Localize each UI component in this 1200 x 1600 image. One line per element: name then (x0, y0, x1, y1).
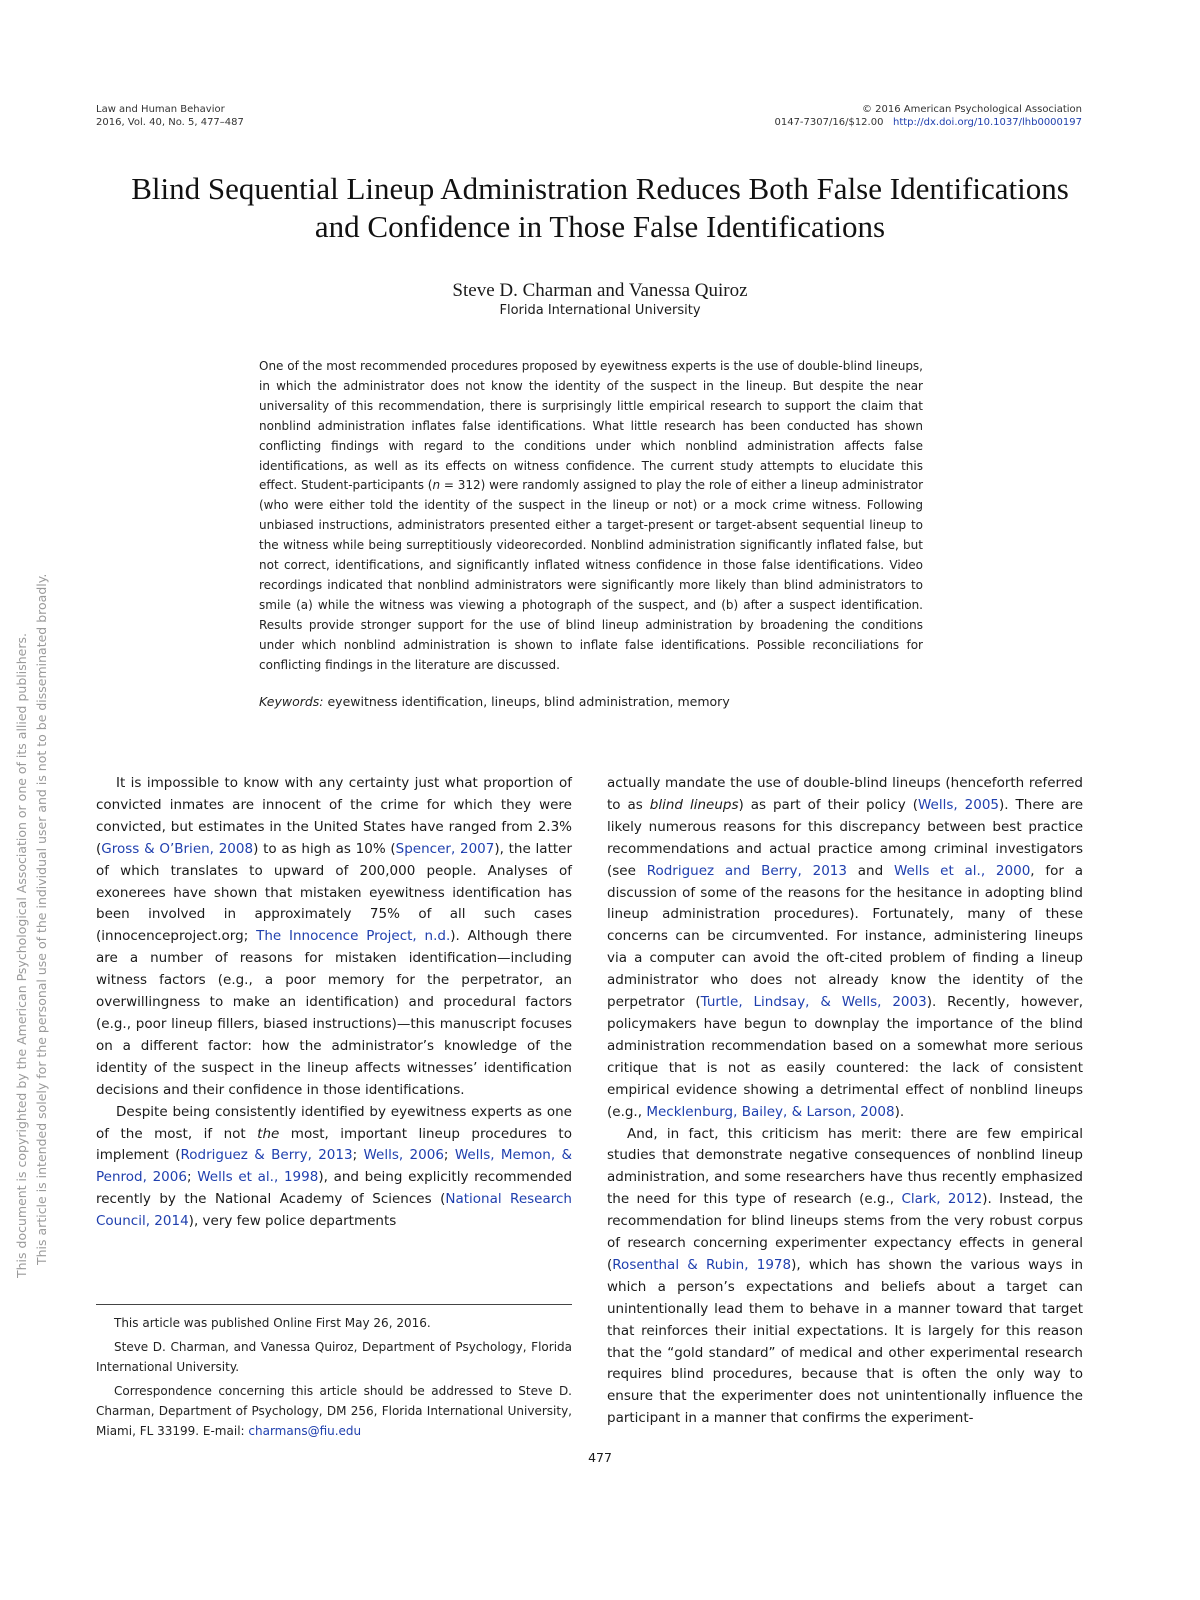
authors: Steve D. Charman and Vanessa Quiroz (452, 280, 748, 301)
footnotes (96, 1313, 572, 1445)
abstract-text-1: One of the most recommended procedures proposed by eyewitness experts is the use of double-blind lineups, in which the administrator does not know the identity of the suspect in the lineup. But despite the near universality of this recommendation, there is surprisingly little empirical research to support the claim that nonblind administration inflates false identifications. What little research has been conducted has shown conflicting findings with regard to the conditions under which nonblind administration affects false identifications, as well as its effects on witness confidence. The current study attempts to elucidate this effect. Student-participants ( (259, 359, 923, 493)
text-run: and (846, 862, 894, 879)
journal-header-left (96, 103, 244, 129)
citation-link[interactable]: Wells et al., 1998 (197, 1169, 319, 1186)
citation-link[interactable]: Rodriguez and Berry, 2013 (646, 862, 847, 879)
text-run: ). Although there are a number of reasons for mistaken identification—including witness factors (e.g., a poor memory for the perpetrator, an overwillingness to make an identification) and procedural factors (e.g., poor lineup fillers, biased instructions)—this manuscript focuses on a different factor: how the administrator’s knowledge of the identity of the suspect in the lineup affects witnesses’ identification decisions and their confidence in those identifications. (96, 928, 572, 1098)
citation-link[interactable]: Wells, 2005 (918, 796, 1000, 813)
text-run: most, important lineup procedures to implement ( (96, 1125, 572, 1164)
journal-volume: 2016, Vol. 40, No. 5, 477–487 (96, 117, 244, 128)
keywords-label: Keywords: (259, 694, 324, 709)
abstract-text-2: = 312) were randomly assigned to play the role of either a lineup administrator (who were either told the identity of the suspect in the lineup or not) or a mock crime witness. Following unbiased instructions, administrators presented either a target-present or target-absent sequential lineup to the witness while being surreptitiously videorecorded. Nonblind administration significantly inflated false, but not correct, identifications, and significantly inflated witness confidence in those false identifications. Video recordings indicated that nonblind administrators were significantly more likely than blind administrators to smile (a) while the witness was viewing a photograph of the suspect, and (b) after a suspect identification. Results provide stronger support for the use of blind lineup administration by broadening the conditions under which nonblind administration is shown to inflate false identifications. Possible reconciliations for conflicting findings in the literature are discussed. (259, 478, 924, 672)
text-run: ) as part of their policy ( (738, 796, 918, 813)
citation-link[interactable]: Rodriguez & Berry, 2013 (180, 1147, 353, 1164)
text-run: And, in fact, this criticism has merit: there are few empirical studies that demonstrate negative consequences of nonblind lineup administration, and some researchers have thus recently emphasized the need for this type of research (e.g., (607, 1125, 1083, 1208)
text-run: ; (186, 1169, 198, 1186)
side-copyright-notice: This document is copyrighted by the American Psychological Association or one of its allied publishers. (14, 633, 29, 1278)
footnote-affiliation: Steve D. Charman, and Vanessa Quiroz, Department of Psychology, Florida International University. (96, 1340, 572, 1374)
citation-link[interactable]: Wells et al., 2000 (893, 862, 1031, 879)
affiliation: Florida International University (499, 303, 701, 318)
text-run: ). There are likely numerous reasons for this discrepancy between best practice recommendations and actual practice among criminal investigators (see (607, 796, 1083, 879)
text-run: ) to as high as 10% ( (253, 840, 396, 857)
citation-link[interactable]: Rosenthal & Rubin, 1978 (612, 1256, 792, 1273)
keywords-text: eyewitness identification, lineups, blind administration, memory (323, 694, 730, 709)
page-number: 477 (588, 1450, 612, 1465)
issn: 0147-7307/16/$12.00 (774, 117, 884, 128)
text-run: ; (352, 1147, 364, 1164)
text-run: ), which has shown the various ways in which a person’s expectations and beliefs about a target can unintentionally lead them to behave in a manner toward that target that reinforces their initial expectations. It is largely for this reason that the “gold standard” of medical and other experimental research requires blind procedures, because that is often the only way to ensure that the experimenter does not unintentionally influence the participant in a manner that confirms the experiment- (607, 1256, 1083, 1427)
abstract (259, 357, 923, 676)
citation-link[interactable]: Turtle, Lindsay, & Wells, 2003 (700, 994, 927, 1011)
journal-name: Law and Human Behavior (96, 104, 225, 115)
emphasis: the (257, 1125, 280, 1142)
citation-link[interactable]: Mecklenburg, Bailey, & Larson, 2008 (646, 1103, 895, 1120)
title-line-2: and Confidence in Those False Identifications (314, 209, 886, 244)
email-link[interactable]: charmans@fiu.edu (248, 1424, 362, 1438)
body-column-left (96, 773, 572, 1233)
footnote-divider (96, 1304, 572, 1305)
text-run: ). Recently, however, policymakers have begun to downplay the importance of the blind administration recommendation based on a somewhat more serious critique that is not as easily countered: the lack of consistent empirical evidence showing a detrimental effect of nonblind lineups (e.g., (607, 994, 1083, 1120)
footnote-correspondence (96, 1381, 572, 1441)
paragraph (96, 773, 572, 1102)
text-run: Correspondence concerning this article should be addressed to Steve D. Charman, Department of Psychology, DM 256, Florida International University, Miami, FL 33199. E-mail: (96, 1384, 572, 1438)
citation-link[interactable]: National Research Council, 2014 (96, 1191, 572, 1230)
citation-link[interactable]: Wells, 2006 (363, 1147, 444, 1164)
paragraph (96, 1102, 572, 1233)
paragraph (607, 1124, 1083, 1431)
text-run: actually mandate the use of double-blind lineups (henceforth referred to as (607, 775, 1083, 813)
text-run: ), the latter of which translates to upward of 200,000 people. Analyses of exonerees have shown that mistaken eyewitness identification has been involved in approximately 75% of all such cases (innocenceproject.org; (96, 840, 573, 945)
doi-link[interactable]: http://dx.doi.org/10.1037/lhb0000197 (893, 117, 1082, 128)
journal-header-right (774, 103, 1082, 129)
text-run: ). Instead, the recommendation for blind lineups stems from the very robust corpus of research concerning experimenter expectancy effects in general ( (607, 1191, 1083, 1273)
issn-doi-line (774, 116, 1082, 129)
text-run: ). (894, 1103, 905, 1120)
citation-link[interactable]: Spencer, 2007 (395, 840, 495, 857)
paragraph (607, 773, 1083, 1124)
citation-link[interactable]: The Innocence Project, n.d. (256, 928, 451, 945)
citation-link[interactable]: Wells, Memon, & Penrod, 2006 (96, 1147, 572, 1186)
text-run: Despite being consistently identified by eyewitness experts as one of the most, if not (96, 1103, 572, 1142)
text-run: ), very few police departments (188, 1213, 397, 1230)
article-title (60, 170, 1140, 246)
footnote-publication: This article was published Online First May 26, 2016. (114, 1316, 431, 1330)
side-usage-notice: This article is intended solely for the personal use of the individual user and is not to be disseminated broadly. (34, 573, 49, 1265)
text-run: It is impossible to know with any certainty just what proportion of convicted inmates are innocent of the crime for which they were convicted, but estimates in the United States have ranged from 2.3% ( (96, 775, 572, 857)
citation-link[interactable]: Clark, 2012 (901, 1191, 983, 1208)
text-run: , for a discussion of some of the reasons for the hesitance in adopting blind lineup administration procedures). Fortunately, many of these concerns can be circumvented. For instance, administering lineups via a computer can avoid the oft-cited problem of finding a lineup administrator who does not already know the identity of the perpetrator ( (607, 862, 1084, 1011)
emphasis: blind lineups (649, 796, 739, 813)
abstract-n-variable: n (432, 478, 441, 493)
text-run: ; (443, 1147, 455, 1164)
keywords (259, 694, 923, 709)
citation-link[interactable]: Gross & O’Brien, 2008 (101, 840, 254, 857)
body-column-right (607, 773, 1083, 1430)
title-line-1: Blind Sequential Lineup Administration Reduces Both False Identifications (131, 171, 1069, 206)
text-run: ), and being explicitly recommended recently by the National Academy of Sciences ( (96, 1169, 573, 1208)
copyright-notice: © 2016 American Psychological Association (861, 104, 1082, 115)
